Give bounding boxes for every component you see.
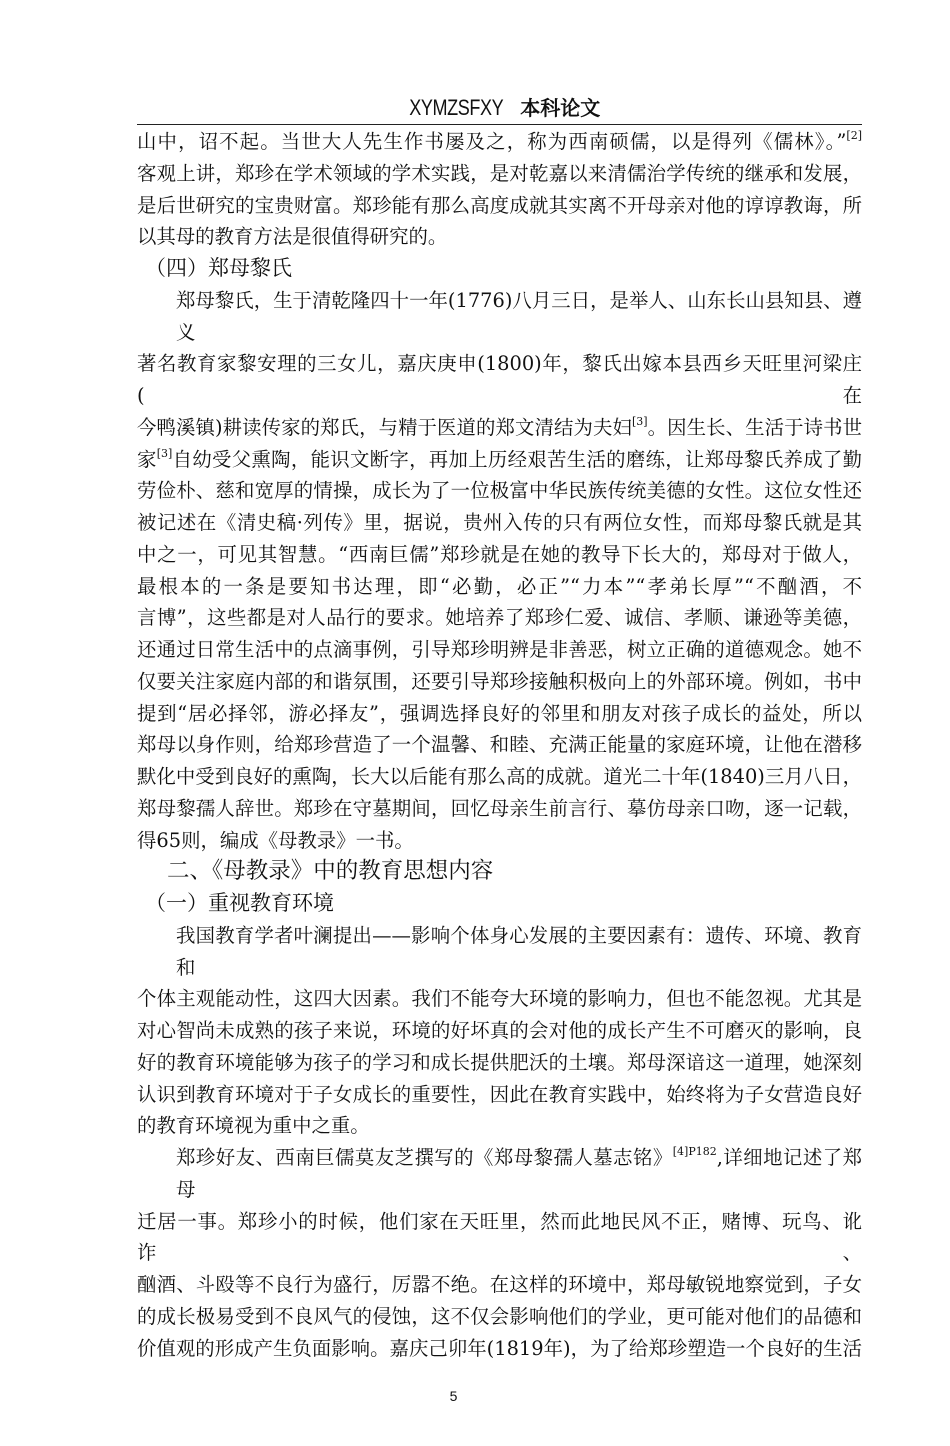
text-segment: 酗酒、斗殴等不良行为盛行，厉嚣不绝。在这样的环境中，郑母敏锐地察觉到，子女: [137, 1273, 862, 1296]
text-segment: 郑母以身作则，给郑珍营造了一个温馨、和睦、充满正能量的家庭环境，让他在潜移: [137, 733, 862, 757]
running-header: [137, 94, 862, 123]
text-segment: 客观上讲，郑珍在学术领域的学术实践，是对乾嘉以来清儒治学传统的继承和发展，: [137, 161, 862, 185]
text-segment: 我国教育学者叶澜提出——影响个体身心发展的主要因素有：遗传、环境、教育和: [176, 923, 862, 979]
text-line: [137, 1142, 862, 1206]
text-segment: 还通过日常生活中的点滴事例，引导郑珍明辨是非善恶，树立正确的道德观念。她不: [137, 638, 862, 661]
text-segment: 山中，诏不起。当世大人先生作书屡及之，称为西南硕儒，以是得列《儒林》。”: [137, 130, 847, 153]
text-segment: 著名教育家黎安理的三女儿，嘉庆庚申(1800)年，黎氏出嫁本县西乡天旺里河梁庄(在: [137, 352, 862, 407]
text-line: [137, 1047, 862, 1079]
text-segment: （四）郑母黎氏: [145, 256, 292, 280]
text-line: [137, 475, 862, 507]
text-segment: 二、《母教录》中的教育思想内容: [167, 858, 494, 885]
text-line: [137, 1269, 862, 1301]
text-line: [137, 825, 862, 857]
text-segment: 郑珍好友、西南巨儒莫友芝撰写的《郑母黎孺人墓志铭》: [176, 1146, 673, 1169]
citation-superscript: [4]P182: [672, 1145, 717, 1158]
text-line: [137, 158, 862, 190]
text-segment: 郑母黎孺人辞世。郑珍在守墓期间，回忆母亲生前言行、摹仿母亲口吻，逐一记载，: [137, 796, 862, 820]
document-body: [137, 126, 862, 1364]
text-line: [137, 761, 862, 793]
page-content: [137, 126, 862, 1446]
text-line: [137, 666, 862, 698]
text-segment: 个体主观能动性，这四大因素。我们不能夸大环境的影响力，但也不能忽视。尤其是: [137, 987, 862, 1011]
text-segment: 对心智尚未成熟的孩子来说，环境的好坏真的会对他的成长产生不可磨灭的影响，良: [137, 1019, 862, 1042]
text-segment: 仅要关注家庭内部的和谐氛围，还要引导郑珍接触积极向上的外部环境。例如，书中: [137, 669, 862, 693]
text-segment: 提到“居必择邻，游必择友”，强调选择良好的邻里和朋友对孩子成长的益处，所以: [137, 701, 862, 725]
section-heading: [137, 856, 862, 888]
text-line: [137, 539, 862, 571]
text-segment: 价值观的形成产生负面影响。嘉庆己卯年(1819年)，为了给郑珍塑造一个良好的生活: [137, 1336, 862, 1360]
text-line: [137, 983, 862, 1015]
text-segment: 郑母黎氏，生于清乾隆四十一年(1776)八月三日，是举人、山东长山县知县、遵义: [176, 288, 862, 344]
text-segment: 言博”，这些都是对人品行的要求。她培养了郑珍仁爱、诚信、孝顺、谦逊等美德，: [137, 606, 862, 630]
text-line: [137, 412, 862, 444]
header-rule: [137, 124, 862, 125]
text-line: [137, 126, 862, 158]
text-segment: 劳俭朴、慈和宽厚的情操，成长为了一位极富中华民族传统美德的女性。这位女性还: [137, 479, 862, 503]
text-line: [137, 602, 862, 634]
citation-superscript: [3]: [156, 446, 173, 460]
text-line: [137, 190, 862, 222]
text-line: [137, 1079, 862, 1111]
text-segment: 今鸭溪镇)耕读传家的郑氏，与精于医道的郑文清结为夫妇: [137, 415, 632, 439]
text-line: [137, 729, 862, 761]
section-heading: [137, 253, 862, 285]
text-line: [137, 634, 862, 666]
text-segment: 是后世研究的宝贵财富。郑珍能有那么高度成就其实离不开母亲对他的谆谆教诲，所: [137, 193, 862, 217]
text-line: [137, 920, 862, 984]
text-segment: 自幼受父熏陶，能识文断字，再加上历经艰苦生活的磨练，让郑母黎氏养成了勤: [172, 447, 863, 471]
text-segment: （一）重视教育环境: [145, 891, 334, 915]
text-segment: 的教育环境视为重中之重。: [137, 1114, 370, 1138]
citation-superscript: [2]: [846, 129, 862, 142]
text-line: [137, 1110, 862, 1142]
text-line: [137, 221, 862, 253]
text-segment: 的成长极易受到不良风气的侵蚀，这不仅会影响他们的学业，更可能对他们的品德和: [137, 1304, 862, 1328]
text-line: [137, 285, 862, 349]
text-line: [137, 793, 862, 825]
text-line: [137, 1301, 862, 1333]
text-segment: 迁居一事。郑珍小的时候，他们家在天旺里，然而此地民风不正，赌博、玩鸟、讹诈、: [137, 1209, 862, 1265]
text-line: [137, 1015, 862, 1047]
citation-superscript: [3]: [631, 414, 648, 428]
text-segment: 最根本的一条是要知书达理，即“必勤，必正”“力本”“孝弟长厚”“不酗酒，不: [137, 574, 862, 598]
text-line: [137, 698, 862, 730]
text-line: [137, 348, 862, 412]
page-number: 5: [449, 1388, 458, 1405]
text-segment: 认识到教育环境对于子女成长的重要性，因此在教育实践中，始终将为子女营造良好: [137, 1082, 862, 1106]
text-line: [137, 507, 862, 539]
text-line: [137, 1333, 862, 1365]
text-segment: 中之一，可见其智慧。“西南巨儒”郑珍就是在她的教导下长大的，郑母对于做人，: [137, 542, 862, 566]
text-segment: 家: [137, 447, 157, 471]
text-segment: 。因生长、生活于诗书世: [647, 415, 862, 439]
text-segment: 默化中受到良好的熏陶，长大以后能有那么高的成就。道光二十年(1840)三月八日，: [137, 765, 862, 788]
text-line: [137, 571, 862, 603]
text-segment: ,详细地记述了郑母: [176, 1146, 863, 1201]
text-segment: 得65则，编成《母教录》一书。: [137, 828, 414, 852]
text-segment: 好的教育环境能够为孩子的学习和成长提供肥沃的土壤。郑母深谙这一道理，她深刻: [137, 1050, 862, 1074]
header-title: 本科论文: [520, 96, 601, 120]
text-line: [137, 1206, 862, 1270]
text-segment: 被记述在《清史稿·列传》里，据说，贵州入传的只有两位女性，而郑母黎氏就是其: [137, 511, 862, 534]
header-latin: XYMZSFXY: [409, 95, 503, 120]
text-line: [137, 444, 862, 476]
section-heading: [137, 888, 862, 920]
text-segment: 以其母的教育方法是很值得研究的。: [137, 225, 448, 249]
